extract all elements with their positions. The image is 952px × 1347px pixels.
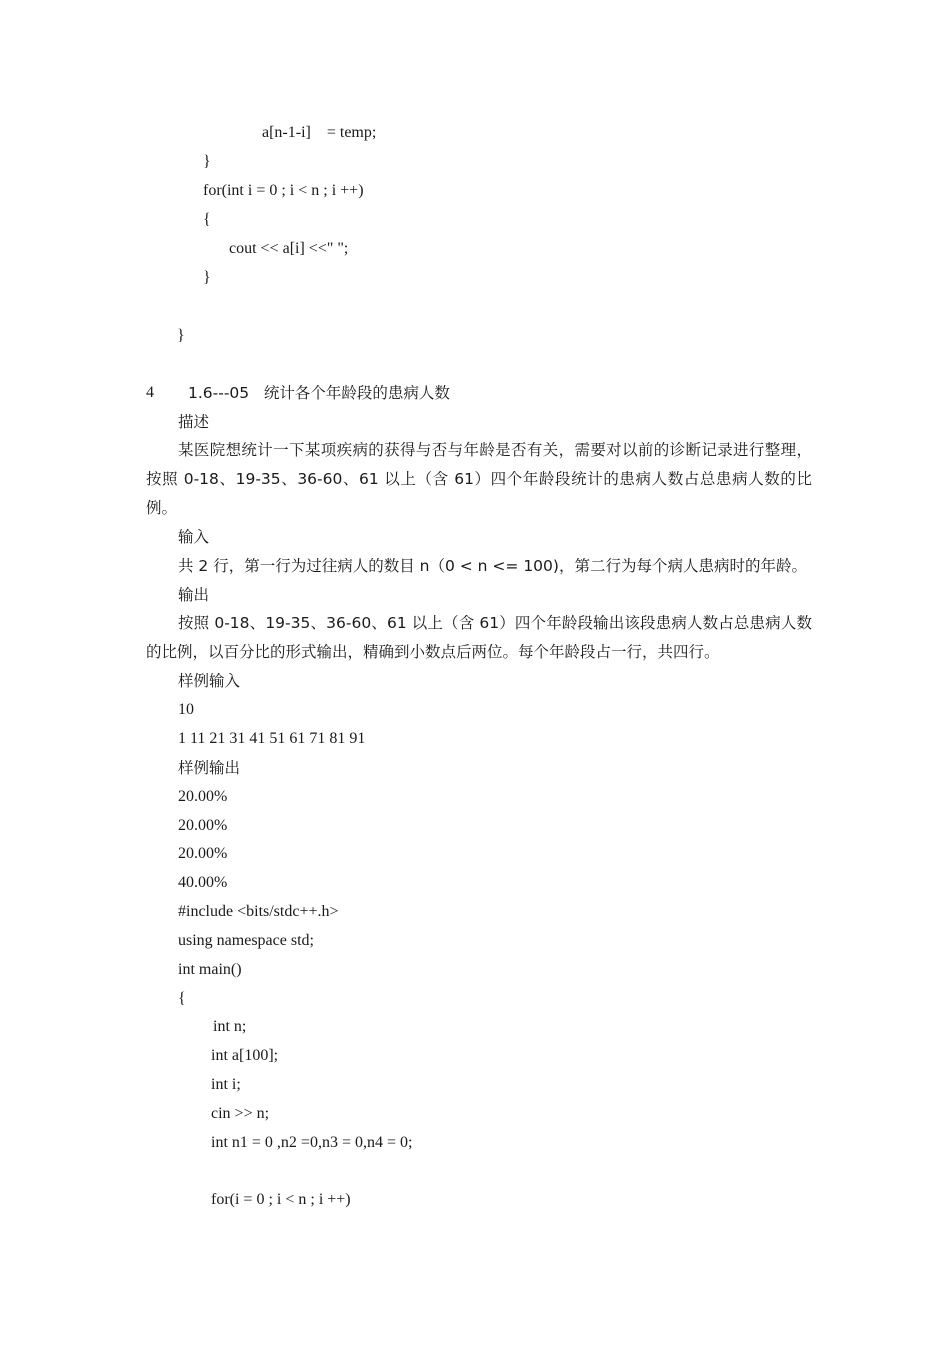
code-line: } xyxy=(203,269,211,286)
code-line: #include <bits/stdc++.h> xyxy=(178,903,339,920)
code-line: int a[100]; xyxy=(211,1047,279,1064)
sample-input-heading: 样例输入 xyxy=(178,672,241,690)
sample-output-heading: 样例输出 xyxy=(178,759,241,777)
sample-output-line: 20.00% xyxy=(178,817,228,834)
code-line: int i; xyxy=(211,1076,241,1093)
code-line: } xyxy=(177,327,185,344)
sample-output-line: 20.00% xyxy=(178,845,228,862)
code-line: for(i = 0 ; i < n ; i ++) xyxy=(211,1191,351,1208)
code-line: { xyxy=(178,990,186,1007)
sample-input-line: 1 11 21 31 41 51 61 71 81 91 xyxy=(178,730,366,747)
code-line: using namespace std; xyxy=(178,932,314,949)
code-line: for(int i = 0 ; i < n ; i ++) xyxy=(203,182,364,199)
code-line: int n1 = 0 ,n2 =0,n3 = 0,n4 = 0; xyxy=(211,1134,413,1151)
sample-input-line: 10 xyxy=(178,701,194,718)
input-text: 共 2 行，第一行为过往病人的数目 n（0 < n <= 100)，第二行为每个病人患病时的年龄。 xyxy=(178,557,807,575)
code-line: int n; xyxy=(213,1018,247,1035)
code-line: cout << a[i] <<" "; xyxy=(229,240,349,257)
output-text: 按照 0-18、19-35、36-60、61 以上（含 61）四个年龄段输出该段患病人数占总患病人数的比例，以百分比的形式输出，精确到小数点后两位。每个年龄段占一行，共四行。 xyxy=(146,614,812,661)
output-heading: 输出 xyxy=(178,586,210,604)
problem-number: 4 xyxy=(146,384,154,401)
code-line: } xyxy=(203,153,211,170)
code-line: { xyxy=(203,211,211,228)
sample-output-line: 20.00% xyxy=(178,788,228,805)
description-heading: 描述 xyxy=(178,413,210,431)
input-heading: 输入 xyxy=(178,528,210,546)
code-line: int main() xyxy=(178,961,242,978)
code-line: cin >> n; xyxy=(211,1105,270,1122)
problem-title: 1.6---05 统计各个年龄段的患病人数 xyxy=(188,384,450,402)
description-text: 某医院想统计一下某项疾病的获得与否与年龄是否有关，需要对以前的诊断记录进行整理，按照 0-18、19-35、36-60、61 以上（含 61）四个年龄段统计的患病人数占总患病人数的比例。 xyxy=(146,441,812,517)
code-line: a[n-1-i] = temp; xyxy=(262,124,377,141)
sample-output-line: 40.00% xyxy=(178,874,228,891)
